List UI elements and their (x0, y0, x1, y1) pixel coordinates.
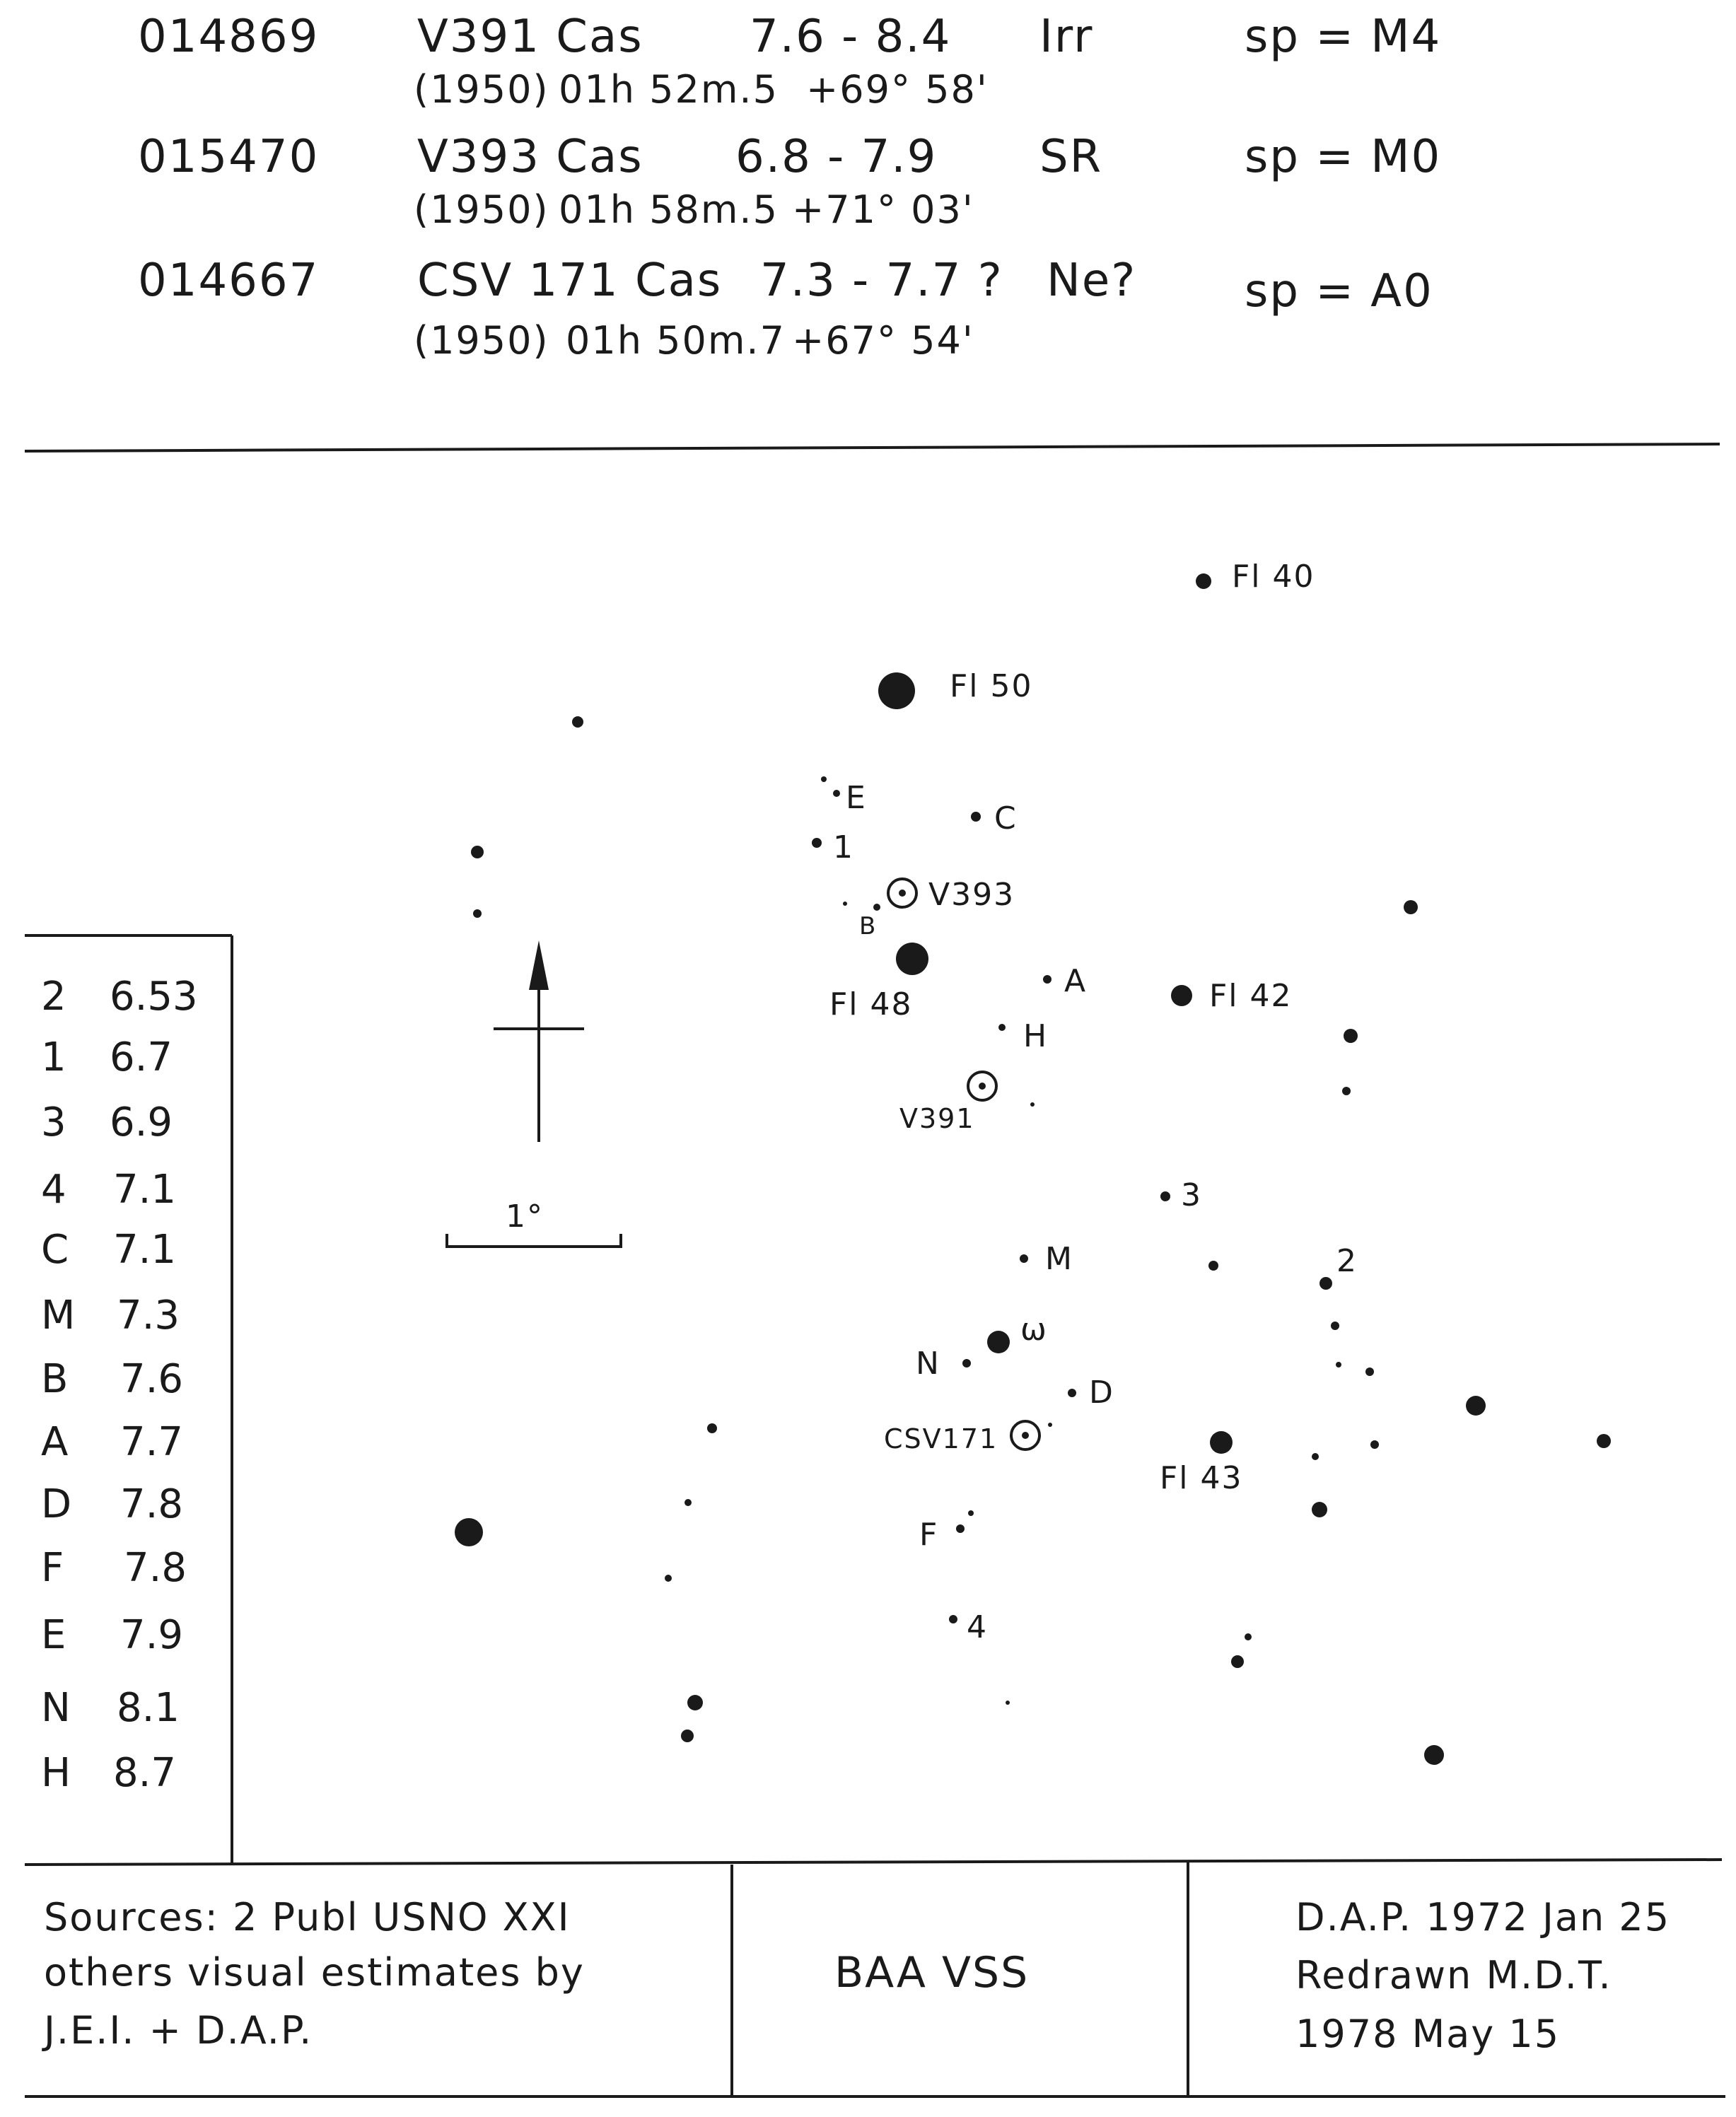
seq-mag: 7.7 (120, 1419, 184, 1465)
star-dot (1365, 1367, 1374, 1376)
seq-id: C (41, 1227, 69, 1273)
star-epoch: (1950) (414, 67, 549, 112)
star-a (1043, 975, 1051, 984)
seq-id: B (41, 1356, 69, 1402)
seq-mag: 6.7 (110, 1034, 173, 1080)
footer-credit-line: Redrawn M.D.T. (1295, 1953, 1612, 1998)
star-dot (1048, 1423, 1052, 1427)
star-name: V391 Cas (417, 11, 643, 63)
star-dot (1231, 1655, 1244, 1668)
star-fl43 (1210, 1431, 1233, 1454)
star-dot (1312, 1502, 1327, 1517)
star-code: 014667 (138, 255, 320, 307)
star-dot (1331, 1322, 1339, 1330)
footer-credit-line: 1978 May 15 (1295, 2012, 1561, 2056)
seq-mag: 7.8 (120, 1481, 184, 1527)
star-b (873, 904, 880, 911)
scale-bar (447, 1234, 621, 1247)
north-arrow-head (529, 940, 549, 990)
label-v391: V391 (899, 1103, 975, 1134)
seq-id: E (41, 1612, 66, 1658)
seq-id: 1 (41, 1034, 66, 1080)
star-dot (471, 846, 484, 858)
star-name: CSV 171 Cas (417, 255, 723, 307)
seq-mag: 8.7 (113, 1750, 177, 1796)
star-dot (685, 1499, 692, 1506)
seq-mag: 6.9 (110, 1100, 173, 1145)
seq-id: F (41, 1545, 64, 1591)
seq-mag: 7.3 (117, 1293, 180, 1339)
star-dot (1370, 1440, 1379, 1449)
star-h (998, 1024, 1006, 1031)
seq-id: 4 (41, 1167, 66, 1213)
star-dec: +67° 54' (792, 318, 974, 363)
star-fl40 (1196, 573, 1211, 589)
seq-mag: 7.1 (113, 1227, 177, 1273)
seq-mag: 7.6 (120, 1356, 184, 1402)
star-dot (473, 909, 482, 918)
star-e (833, 790, 840, 797)
star-range: 6.8 - 7.9 (735, 131, 938, 183)
footer-sources-line: Sources: 2 Publ USNO XXI (44, 1895, 571, 1940)
label-1: 1 (833, 829, 854, 865)
star-type: Ne? (1047, 255, 1137, 307)
star-dot (1336, 1362, 1341, 1367)
star-d (1068, 1389, 1076, 1397)
label-fl50: Fl 50 (950, 668, 1033, 704)
star-epoch: (1950) (414, 318, 549, 363)
label-c: C (994, 800, 1018, 836)
label-e: E (846, 780, 867, 816)
label-fl43: Fl 43 (1160, 1460, 1243, 1496)
star-dot (1208, 1261, 1218, 1271)
star-ra: 01h 50m.7 (566, 318, 786, 363)
footer-org: BAA VSS (834, 1948, 1030, 1998)
label-fl42: Fl 42 (1209, 978, 1293, 1014)
footer-sources-line: J.E.I. + D.A.P. (44, 2008, 313, 2053)
label-d: D (1089, 1375, 1114, 1411)
star-dot (1030, 1102, 1035, 1107)
seq-mag: 7.8 (124, 1545, 187, 1591)
label-omega: ω (1020, 1312, 1048, 1348)
footer-top-line (25, 1860, 1722, 1865)
label-fl48: Fl 48 (829, 986, 913, 1022)
star-type: SR (1039, 131, 1103, 183)
seq-id: 3 (41, 1100, 66, 1145)
star-dot (1404, 900, 1418, 914)
star-m (1020, 1254, 1028, 1263)
star-range: 7.6 - 8.4 (750, 11, 952, 63)
label-fl40: Fl 40 (1232, 559, 1315, 595)
seq-mag: 7.9 (120, 1612, 184, 1658)
star-omega (987, 1331, 1010, 1353)
seq-mag: 6.53 (110, 974, 198, 1020)
label-a: A (1064, 963, 1088, 999)
star-dot (455, 1518, 483, 1546)
seq-mag: 7.1 (113, 1167, 177, 1213)
star-dot (1342, 1087, 1351, 1095)
star-dot (665, 1575, 672, 1582)
seq-id: 2 (41, 974, 66, 1020)
star-spectrum: sp = A0 (1245, 265, 1433, 317)
footer-sources-line: others visual estimates by (44, 1950, 585, 1995)
star-fl48 (896, 943, 928, 975)
star-dot (968, 1510, 974, 1516)
star-spectrum: sp = M0 (1245, 131, 1442, 183)
star-ra: 01h 52m.5 (559, 67, 779, 112)
star-spectrum: sp = M4 (1245, 11, 1442, 63)
star-4 (949, 1615, 957, 1623)
star-dot (572, 716, 583, 728)
seq-id: M (41, 1293, 76, 1339)
star-type: Irr (1039, 11, 1094, 63)
star-ra: 01h 58m.5 (559, 187, 779, 232)
footer-credit-line: D.A.P. 1972 Jan 25 (1295, 1895, 1671, 1940)
star-dot (1006, 1701, 1010, 1705)
star-dot (1597, 1434, 1611, 1448)
star-dot (1466, 1396, 1486, 1416)
star-code: 014869 (138, 11, 320, 63)
star-dot (843, 902, 847, 906)
star-c (971, 812, 981, 822)
seq-id: D (41, 1481, 72, 1527)
label-4: 4 (967, 1609, 988, 1645)
star-fl42 (1171, 985, 1192, 1006)
seq-id: N (41, 1685, 71, 1731)
star-dec: +71° 03' (792, 187, 974, 232)
star-dot (1344, 1029, 1358, 1043)
star-dot (1245, 1633, 1252, 1640)
label-3: 3 (1181, 1177, 1202, 1213)
field-stars (455, 573, 1611, 1765)
star-dot (707, 1423, 717, 1433)
seq-id: H (41, 1750, 71, 1796)
label-2: 2 (1336, 1243, 1358, 1279)
star-dot (687, 1695, 703, 1710)
label-v393: V393 (928, 877, 1015, 913)
star-dot (681, 1730, 694, 1742)
star-dot (1424, 1745, 1444, 1765)
star-2 (1320, 1277, 1332, 1290)
star-f (956, 1524, 965, 1533)
star-n (962, 1359, 971, 1367)
star-dec: +69° 58' (806, 67, 989, 112)
star-epoch: (1950) (414, 187, 549, 232)
star-dot (821, 776, 827, 782)
star-fl50 (878, 672, 915, 709)
seq-mag: 8.1 (117, 1685, 180, 1731)
label-csv171: CSV171 (884, 1423, 998, 1454)
star-range: 7.3 - 7.7 ? (760, 255, 1003, 307)
star-dot (1312, 1453, 1319, 1460)
label-h: H (1023, 1018, 1049, 1054)
label-b: B (859, 912, 878, 940)
seq-id: A (41, 1419, 69, 1465)
header-divider (25, 444, 1720, 451)
star-name: V393 Cas (417, 131, 643, 183)
star-3 (1160, 1191, 1170, 1201)
star-code: 015470 (138, 131, 320, 183)
star-1 (812, 838, 822, 848)
label-m: M (1045, 1241, 1073, 1277)
scale-label: 1° (506, 1199, 544, 1235)
label-n: N (916, 1346, 940, 1382)
label-f: F (919, 1517, 939, 1553)
